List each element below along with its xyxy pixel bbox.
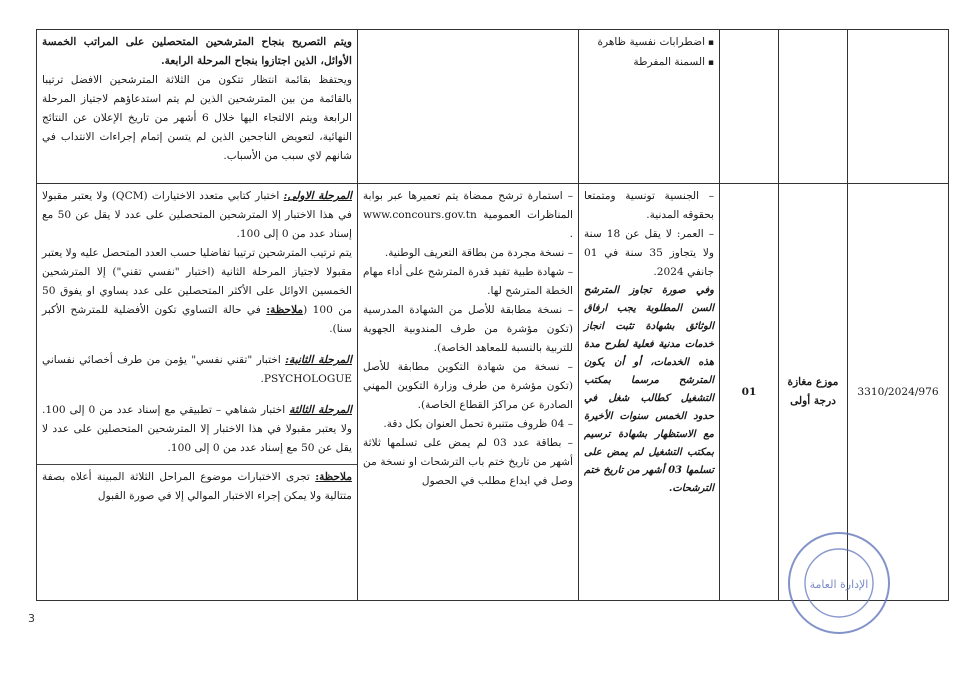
note-text: تجرى الاختبارات موضوع المراحل الثلاثة المبينة أعلاه بصفة متتالية ولا يمكن إجراء الاختبار الموالي إلا في صورة القبول [42,471,352,502]
document-item: – استمارة ترشح ممضاة يتم تعميرها عبر بوابة المناظرات العمومية www.concours.gov.tn . [363,187,573,244]
documents-cell [358,184,579,601]
criteria-cell [37,30,358,184]
documents-cell [358,30,579,184]
condition-item: – العمر: لا يقل عن 18 سنة ولا يتجاوز 35 سنة في 01 جانفي 2024. [584,225,714,282]
conditions-cell [579,30,720,184]
document-item: – 04 ظروف متنبرة تحمل العنوان بكل دقة. [363,415,573,434]
conditions-cell [579,184,720,601]
post-cell: موزع مغازة درجة أولى [779,184,848,601]
stage-one-ranking: يتم ترتيب المترشحين ترتيبا تفاضليا حسب العدد المتحصل عليه ولا يعتبر مقبولا لاجتياز المرحلة الثانية (اختبار "نفسي تقني") إلا المترشحين الخمسين الاوائل على الأكثر المتحصلين على عدد يساوي او يفوق 50 من 100 (ملاحظة: في حالة التساوي تكون الأفضلية للمترشح الأكبر سنا). [41,247,352,335]
page-number: 3 [28,612,35,625]
recruitment-table [36,29,949,601]
condition-item: – الجنسية تونسية ومتمتعا بحقوقه المدنية. [584,187,714,225]
note-box [37,464,357,506]
stage-title: المرحلة الثانية: [285,354,352,366]
criteria-text: ويحتفظ بقائمة انتظار تتكون من الثلاثة المترشحين الافضل ترتيبا بالقائمة من بين المترشحين الذين لم يتم استدعاؤهم لاجتياز المرحلة الرابعة ويتم الالتجاء اليها خلال 6 أشهر من تاريخ الإعلان عن النتائج النهائية، لتعويض الناجحين الذين لم يتسن إتمام إجراءات الانتداب في شانهم لاي سبب من الأسباب. [42,74,352,162]
stage-title: المرحلة الاولى: [283,190,352,202]
stamp-text: الإدارة العامة [809,578,869,591]
stage-text: اختبار شفاهي – تطبيقي مع إسناد عدد من 0 إلى 100. ولا يعتبر مقبولا في هذا الاختبار إلا المترشحين المتحصلين على عدد لا يقل عن 50 مع إسناد عدد من 0 إلى 100. [42,404,352,454]
note-text: في حالة التساوي تكون الأفضلية للمترشح الأكبر سنا). [42,304,352,335]
number-cell: 01 [720,184,779,601]
criteria-cell [37,184,358,601]
criteria-text: ويتم التصريح بنجاح المترشحين المتحصلين على المراتب الخمسة الأوائل، الذين اجتازوا بنجاح المرحلة الرابعة. [42,36,352,67]
note-label: ملاحظة: [315,471,353,483]
reference-cell [848,30,949,184]
document-item: – نسخة مجردة من بطاقة التعريف الوطنية. [363,244,573,263]
document-item: – نسخة من شهادة التكوين مطابقة للأصل (تكون مؤشرة من طرف وزارة التكوين المهني الصادرة عن مراكز القطاع الخاصة). [363,358,573,415]
stage-two [42,351,352,389]
stage-text: اختبار كتابي متعدد الاختيارات (QCM) ولا يعتبر مقبولا في هذا الاختبار إلا المترشحين المتحصلين على عدد لا يقل عن 50 مع إسناد عدد من 0 إلى 100. [42,190,352,240]
document-item: – شهادة طبية تفيد قدرة المترشح على أداء مهام الخطة المترشح لها. [363,263,573,301]
stage-title: المرحلة الثالثة [289,404,352,416]
number-cell [720,30,779,184]
official-stamp [784,528,894,638]
reference-cell: 3310/2024/976 [848,184,949,601]
post-cell [779,30,848,184]
document-item: – بطاقة عدد 03 لم يمض على تسلمها ثلاثة أشهر من تاريخ ختم باب الترشحات او نسخة من وصل في ايداع مطلب في الحصول [363,434,573,491]
condition-item: وفي صورة تجاوز المترشح السن المطلوبة يجب ارفاق الوثائق بشهادة تثبت انجاز خدمات مدنية فعلية لطرح مدة هذه الخدمات، أو أن يكون المترشح مرسما بمكتب التشغيل كطالب شغل في حدود الخمس سنوات الأخيرة مع الاستظهار بشهادة ترسيم بمكتب التشغيل لم يمض على تسلمها 03 أشهر من تاريخ ختم الترشحات. [584,285,714,494]
stage-text: يتم ترتيب المترشحين ترتيبا تفاضليا حسب العدد المتحصل عليه ولا يعتبر مقبولا لاجتياز المرحلة الثانية (اختبار "نفسي تقني") إلا المترشحين الخمسين الاوائل على الأكثر المتحصلين على عدد يساوي او يفوق 50 من 100 [41,247,352,316]
note-label: ملاحظة: [266,304,304,316]
stage-one [42,187,352,244]
table-row [37,30,949,184]
document-item: – نسخة مطابقة للأصل من الشهادة المدرسية (تكون مؤشرة من طرف المندوبية الجهوية للتربية بالنسبة للمعاهد الخاصة). [363,301,573,358]
stage-text: اختبار "تقني نفسي" يؤمن من طرف أخصائي نفساني PSYCHOLOGUE. [42,354,352,385]
stage-three [42,401,352,458]
condition-item: ▪ السمنة المفرطة [584,53,714,73]
condition-item: ▪ اضطرابات نفسية ظاهرة [584,33,714,53]
